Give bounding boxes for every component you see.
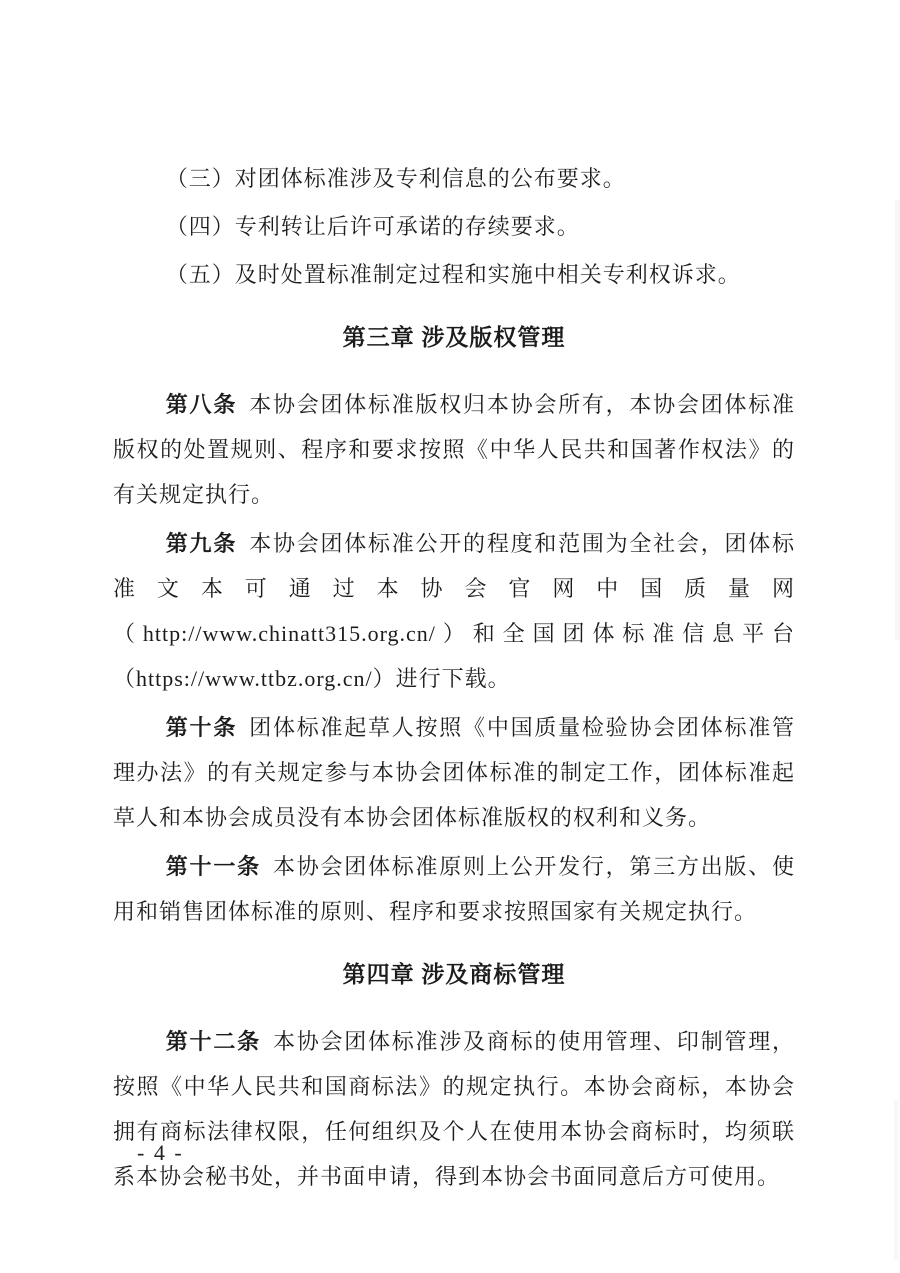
article-9-label: 第九条: [165, 531, 238, 556]
article-10-paragraph: [113, 705, 795, 840]
article-11-paragraph: [113, 844, 795, 934]
scan-artifact: [895, 200, 900, 640]
clause-item-5: （五）及时处置标准制定过程和实施中相关专利权诉求。: [165, 262, 741, 287]
article-8-label: 第八条: [165, 392, 238, 417]
article-8-text: 本协会团体标准版权归本协会所有，本协会团体标准版权的处置规则、程序和要求按照《中华人民共和国著作权法》的有关规定执行。: [113, 392, 795, 507]
article-9-paragraph: [113, 521, 795, 701]
article-11-text: 本协会团体标准原则上公开发行，第三方出版、使用和销售团体标准的原则、程序和要求按照国家有关规定执行。: [113, 854, 795, 924]
article-10-text: 团体标准起草人按照《中国质量检验协会团体标准管理办法》的有关规定参与本协会团体标准的制定工作，团体标准起草人和本协会成员没有本协会团体标准版权的权利和义务。: [113, 715, 795, 830]
article-9-text: 本协会团体标准公开的程度和范围为全社会，团体标准文本可通过本协会官网中国质量网（http://www.chinatt315.org.cn/）和全国团体标准信息平台（https://www.ttbz.org.cn/）进行下载。: [113, 531, 795, 691]
article-8-paragraph: [113, 382, 795, 517]
clause-item-3: （三）对团体标准涉及专利信息的公布要求。: [165, 166, 626, 191]
chapter-3-heading: 第三章 涉及版权管理: [342, 325, 566, 350]
article-12-paragraph: [113, 1019, 795, 1199]
clause-item-4: （四）专利转让后许可承诺的存续要求。: [165, 214, 580, 239]
article-12-label: 第十二条: [165, 1029, 261, 1054]
article-10-label: 第十条: [165, 715, 238, 740]
page-number: - 4 -: [137, 1140, 184, 1165]
article-11-label: 第十一条: [165, 854, 261, 879]
scan-artifact: [894, 1100, 898, 1260]
article-12-text: 本协会团体标准涉及商标的使用管理、印制管理，按照《中华人民共和国商标法》的规定执行。本协会商标，本协会拥有商标法律权限，任何组织及个人在使用本协会商标时，均须联系本协会秘书处，并书面申请，得到本协会书面同意后方可使用。: [113, 1029, 795, 1189]
chapter-4-heading: 第四章 涉及商标管理: [342, 962, 566, 987]
